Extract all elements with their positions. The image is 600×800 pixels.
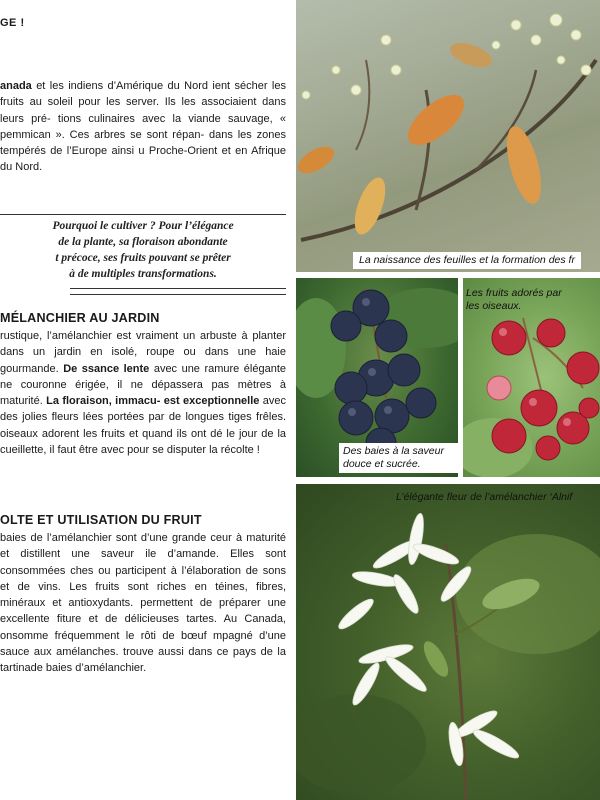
- quote-line: Pourquoi le cultiver ? Pour l’élégance: [52, 220, 234, 232]
- garden-text: rustique, l’amélanchier est vraiment un arbuste à planter dans un jardin en isolé, roupe ou dans une haie gourmande.: [0, 330, 286, 375]
- text-column: [0, 0, 292, 800]
- garden-text: avec une ramure élégante ne couronne érigée, il ne dépassera pas mètres à maturité.: [0, 362, 287, 408]
- quote-top-rule: [0, 214, 286, 215]
- photo-white-flower: [296, 484, 600, 800]
- garden-text: avec des jolies fleurs lées portées par de longues tiges frêles. oiseaux adorent les fruits et quand ils ont dé le jour de la cueillette, il faut être avec pour se disputer la récolte !: [0, 395, 286, 457]
- caption-berries: [339, 443, 465, 473]
- caption-red-fruits: [466, 287, 566, 313]
- heading-garden: MÉLANCHIER AU JARDIN: [0, 311, 160, 325]
- harvest-paragraph: baies de l’amélanchier sont d’une grande ceur à maturité et distillent une saveur ile d’amande. Elles sont consommées ches ou participent à l’élaboration de sons et de vins. Les fruits sont riches en téines, fibres, minéraux et antioxydants. permettent de préparer une excellente fiture et de délicieuses tartes. Au Canada, onsomme fréquemment le rôti de bœuf mpagné d’une sauce aux amélanches. trouve aussi dans ce pays de la tartinade baies d’amélanchier.: [0, 532, 286, 675]
- photo-leaves-buds: [296, 0, 600, 272]
- quote-bottom-rule-2: [70, 294, 286, 295]
- garden-bold: De ssance lente: [63, 362, 150, 375]
- heading-harvest: OLTE ET UTILISATION DU FRUIT: [0, 513, 202, 527]
- intro-paragraph: [0, 78, 286, 176]
- intro-lead: anada: [0, 80, 32, 92]
- section-tag: GE !: [0, 17, 25, 29]
- garden-paragraph: [0, 328, 286, 458]
- quote-line: t précoce, ses fruits pouvant se prêter: [55, 252, 231, 264]
- caption-berries-text: Des baies à la saveur douce et sucrée.: [343, 445, 444, 470]
- pull-quote: [0, 218, 286, 282]
- garden-bold: La floraison, immacu- est exceptionnelle: [46, 395, 260, 408]
- intro-body: et les indiens d’Amérique du Nord ient sécher les fruits au soleil pour les server. Ils les associaient dans leurs pré- tions culinaires avec la viande sauvage, « pemmican ». Ces arbres se sont répan- dans les zones tempérés de l’Europe ainsi u Proche-Orient et en Afrique du Nord.: [0, 80, 286, 174]
- caption-red-fruits-text: Les fruits adorés par les oiseaux.: [466, 287, 562, 312]
- quote-line: de la plante, sa floraison abondante: [58, 236, 228, 248]
- caption-flower: L’élégante fleur de l’amélanchier ‘Alnif: [396, 491, 573, 503]
- quote-line: à de multiples transformations.: [69, 268, 217, 280]
- quote-bottom-rule: [70, 288, 286, 289]
- caption-leaves: La naissance des feuilles et la formation des fr: [353, 252, 581, 269]
